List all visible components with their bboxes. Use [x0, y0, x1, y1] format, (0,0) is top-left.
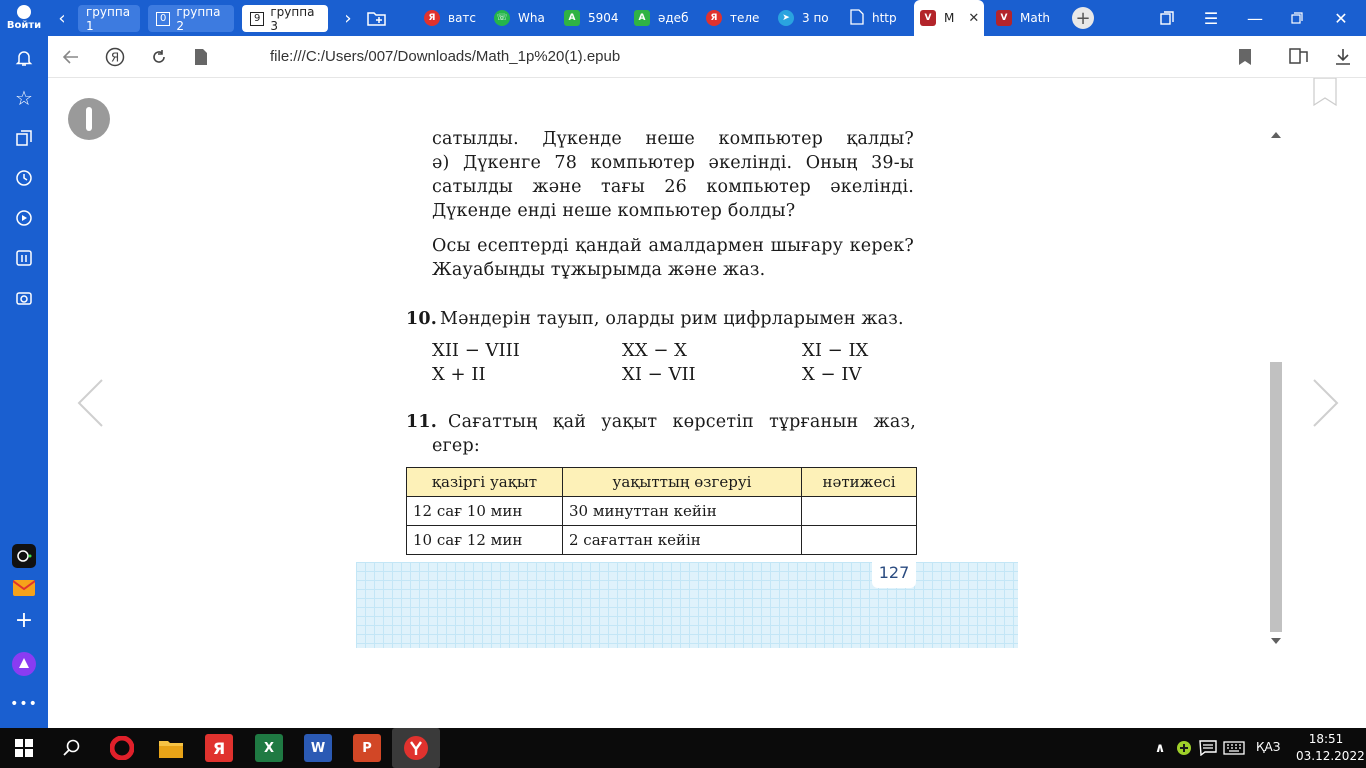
tab-item[interactable] — [558, 0, 628, 36]
menu-bar-icon — [86, 107, 92, 131]
scrollbar[interactable] — [1268, 130, 1284, 648]
bookmark-ribbon-icon[interactable] — [1313, 78, 1337, 106]
epub-reader — [48, 78, 1366, 728]
tab-item[interactable] — [772, 0, 842, 36]
tab-group-label: группа 3 — [270, 4, 315, 33]
add-panel-icon[interactable]: + — [14, 607, 34, 633]
yandex-icon: Я — [424, 10, 440, 26]
tab-label: теле — [730, 11, 760, 25]
column-header: қазіргі уақыт — [407, 468, 563, 497]
page-footer-grid — [356, 562, 1018, 648]
clock[interactable] — [1296, 731, 1365, 765]
browser-tab-bar — [0, 0, 1366, 36]
tab-item[interactable] — [488, 0, 558, 36]
bookmark-icon[interactable] — [1234, 46, 1256, 68]
mail-icon[interactable] — [12, 576, 36, 600]
alice-icon[interactable] — [12, 652, 36, 676]
table-cell: 12 сағ 10 мин — [407, 497, 563, 526]
tab-label: Math — [1020, 11, 1051, 25]
restore-icon[interactable] — [1282, 0, 1312, 36]
book-page — [356, 126, 1018, 648]
tabs-collection-icon[interactable] — [1152, 0, 1182, 36]
next-page-arrow-icon[interactable] — [1310, 378, 1340, 428]
scroll-up-icon[interactable] — [1271, 132, 1281, 138]
table-cell: 10 сағ 12 мин — [407, 526, 563, 555]
play-icon[interactable] — [12, 206, 36, 230]
tab-item[interactable] — [844, 0, 912, 36]
roman-expression: X + II — [432, 364, 486, 385]
tab-label: M — [944, 11, 955, 25]
yandex-browser-taskbar-icon[interactable] — [392, 728, 440, 768]
task-text-line: сатылды. Дүкенде неше компьютер қалды? — [432, 129, 914, 149]
tab-group-2[interactable] — [148, 5, 234, 32]
windows-taskbar — [0, 728, 1366, 768]
tab-item[interactable] — [990, 0, 1060, 36]
column-header: нәтижесі — [802, 468, 917, 497]
epub-icon: V — [920, 10, 936, 26]
new-tab-group-icon[interactable] — [362, 0, 392, 36]
user-icon — [17, 5, 31, 19]
task-text-line: Дүкенде енді неше компьютер болды? — [432, 201, 796, 221]
table-cell: 2 сағаттан кейін — [563, 526, 802, 555]
windows-start-icon[interactable] — [10, 734, 38, 762]
collections-icon[interactable] — [12, 126, 36, 150]
table-row — [407, 526, 917, 555]
profile-label: Войти — [6, 20, 42, 31]
task-number: 11. — [406, 412, 438, 432]
close-window-icon[interactable]: ✕ — [1334, 8, 1348, 28]
profile-button[interactable] — [2, 0, 46, 36]
yandex-logo-icon[interactable] — [104, 46, 126, 68]
download-icon[interactable] — [1332, 46, 1354, 68]
tab-label: әдеб — [658, 11, 689, 25]
tab-label: 5904 — [588, 11, 619, 25]
chevron-left-icon[interactable]: ‹ — [58, 7, 66, 29]
tab-label: Wha — [518, 11, 545, 25]
new-tab-button[interactable] — [1068, 0, 1098, 36]
powerpoint-icon[interactable]: P — [353, 734, 381, 762]
star-icon[interactable]: ☆ — [15, 86, 33, 110]
more-icon[interactable]: ••• — [10, 696, 38, 712]
language-indicator[interactable]: ҚАЗ — [1256, 740, 1281, 754]
reader-menu-button[interactable] — [68, 98, 110, 140]
alice-station-icon[interactable] — [12, 544, 36, 568]
minimize-icon[interactable]: — — [1247, 8, 1263, 28]
clock-date: 03.12.2022 — [1296, 749, 1365, 763]
word-icon[interactable]: W — [304, 734, 332, 762]
table-cell: 30 минуттан кейін — [563, 497, 802, 526]
scrollbar-thumb[interactable] — [1270, 362, 1282, 632]
question-line: Жауабыңды тұжырымда және жаз. — [432, 260, 766, 280]
roman-expression: XII − VIII — [432, 340, 520, 361]
opera-icon[interactable] — [108, 734, 136, 762]
menu-icon[interactable]: ☰ — [1203, 8, 1219, 28]
tab-label: ватс — [448, 11, 477, 25]
table-row — [407, 497, 917, 526]
calendar-icon[interactable] — [12, 246, 36, 270]
tab-item[interactable] — [628, 0, 698, 36]
chat-icon[interactable] — [1194, 734, 1222, 762]
reload-icon[interactable] — [148, 46, 170, 68]
tab-group-count: 9 — [250, 12, 264, 26]
column-header: уақыттың өзгеруі — [563, 468, 802, 497]
bell-icon[interactable] — [12, 46, 36, 70]
task-text-line: ә) Дүкенге 78 компьютер әкелінді. Оның 39-ы — [432, 153, 914, 173]
task11-text: егер: — [432, 436, 480, 456]
tab-group-count: 0 — [156, 12, 170, 26]
tab-item[interactable] — [700, 0, 770, 36]
tab-item[interactable] — [418, 0, 488, 36]
roman-expression: XI − VII — [622, 364, 696, 385]
tab-label: 3 по — [802, 11, 829, 25]
tab-group-1[interactable] — [78, 5, 140, 32]
whatsapp-icon: ☏ — [494, 10, 510, 26]
excel-icon[interactable]: X — [255, 734, 283, 762]
task11-text: Сағаттың қай уақыт көрсетіп тұрғанын жаз, — [448, 412, 916, 432]
plus-icon: + — [1072, 7, 1094, 29]
table-cell — [802, 497, 917, 526]
task10-text: Мәндерін тауып, оларды рим цифрларымен жаз. — [440, 309, 904, 329]
roman-expression: XX − X — [622, 340, 687, 361]
prev-page-arrow-icon[interactable] — [76, 378, 106, 428]
a-icon: A — [564, 10, 580, 26]
search-icon[interactable] — [58, 734, 86, 762]
epub-icon: V — [996, 10, 1012, 26]
yandex-icon: Я — [706, 10, 722, 26]
a-icon: A — [634, 10, 650, 26]
tab-item-active[interactable] — [914, 0, 984, 36]
roman-expression: X − IV — [802, 364, 862, 385]
time-table — [406, 467, 917, 555]
tab-group-3[interactable] — [242, 5, 328, 32]
chevron-up-icon[interactable]: ∧ — [1154, 740, 1166, 756]
tab-label: http — [872, 11, 897, 25]
back-arrow-icon[interactable] — [60, 46, 82, 68]
address-bar — [48, 36, 1366, 78]
task-text-line: сатылды және тағы 26 компьютер әкелінді. — [432, 177, 914, 197]
file-explorer-icon[interactable] — [157, 734, 185, 762]
tab-group-label: группа 2 — [176, 4, 221, 33]
screenshot-icon[interactable] — [12, 286, 36, 310]
yandex-app-icon[interactable]: Я — [205, 734, 233, 762]
telegram-icon: ➤ — [778, 10, 794, 26]
close-icon[interactable]: ✕ — [968, 10, 980, 26]
scroll-down-icon[interactable] — [1271, 638, 1281, 644]
page-icon — [850, 9, 864, 28]
url-text[interactable]: file:///C:/Users/007/Downloads/Math_1p%20(1).epub — [270, 48, 621, 65]
chevron-right-icon[interactable]: › — [344, 7, 352, 29]
table-cell — [802, 526, 917, 555]
roman-expression: XI − IX — [802, 340, 869, 361]
reader-mode-icon[interactable] — [1288, 46, 1310, 68]
file-icon — [190, 46, 212, 68]
history-icon[interactable] — [12, 166, 36, 190]
tab-group-label: группа 1 — [86, 4, 131, 33]
svg-text:Я: Я — [110, 50, 120, 65]
clock-time: 18:51 — [1308, 732, 1344, 746]
keyboard-icon[interactable] — [1220, 734, 1248, 762]
task-number: 10. — [406, 309, 438, 329]
page-number: 127 — [872, 556, 916, 588]
browser-sidebar — [0, 36, 48, 728]
table-header-row — [407, 468, 917, 497]
question-line: Осы есептерді қандай амалдармен шығару керек? — [432, 236, 914, 256]
